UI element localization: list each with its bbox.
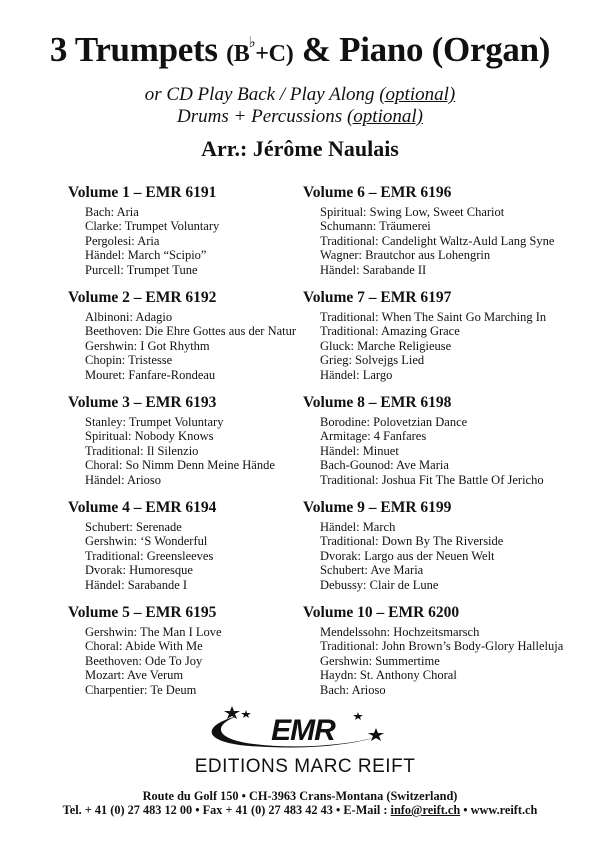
volume-track: Schubert: Serenade bbox=[85, 520, 182, 534]
volume-track: Borodine: Polovetzian Dance bbox=[320, 415, 468, 429]
footer-contact bbox=[0, 803, 600, 817]
volume-block bbox=[303, 604, 593, 709]
volume-track: Bach: Arioso bbox=[320, 682, 386, 697]
volume-track: Chopin: Tristesse bbox=[85, 353, 173, 368]
emr-logo bbox=[190, 702, 420, 782]
volume-track: Albinoni: Adagio bbox=[85, 310, 173, 324]
volume-track: Wagner: Brautchor aus Lohengrin bbox=[320, 248, 491, 263]
volume-track: Mouret: Fanfare-Rondeau bbox=[85, 367, 216, 382]
title-main: 3 Trumpets bbox=[49, 30, 218, 69]
volume-track: Händel: Largo bbox=[320, 367, 393, 382]
volume-track: Traditional: Down By The Riverside bbox=[320, 534, 504, 549]
volume-track: Haydn: St. Anthony Choral bbox=[320, 668, 457, 683]
volume-heading: Volume 4 – EMR 6194 bbox=[68, 499, 217, 516]
volume-track: Dvorak: Humoresque bbox=[85, 563, 193, 578]
volume-track: Traditional: John Brown’s Body-Glory Halleluja bbox=[320, 639, 564, 654]
volume-track: Clarke: Trumpet Voluntary bbox=[85, 219, 220, 234]
volume-track: Bach-Gounod: Ave Maria bbox=[320, 458, 449, 473]
volume-track: Traditional: Candelight Waltz-Auld Lang Syne bbox=[320, 233, 555, 248]
subtitle-cd-optional: (optional) bbox=[379, 84, 456, 105]
volume-track: Stanley: Trumpet Voluntary bbox=[85, 415, 224, 429]
volume-track: Händel: March “Scipio” bbox=[85, 248, 207, 263]
star-icon bbox=[241, 710, 251, 718]
volume-block bbox=[68, 604, 298, 709]
volume-track: Bach: Aria bbox=[85, 205, 139, 219]
volume-block bbox=[303, 499, 593, 604]
subtitle-drums-optional: (optional) bbox=[346, 106, 423, 127]
volume-track: Choral: Abide With Me bbox=[85, 639, 203, 654]
volume-track: Gershwin: Summertime bbox=[320, 653, 440, 668]
volume-block bbox=[303, 184, 593, 289]
volume-track: Choral: So Nimm Denn Meine Hände bbox=[85, 458, 275, 473]
title-key-c: +C) bbox=[255, 41, 294, 67]
volume-track: Händel: Sarabande I bbox=[85, 577, 188, 592]
volume-column-left bbox=[68, 184, 298, 709]
volume-track: Händel: Sarabande II bbox=[320, 262, 427, 277]
volume-heading: Volume 1 – EMR 6191 bbox=[68, 184, 217, 201]
volume-track: Händel: Minuet bbox=[320, 443, 399, 458]
volume-track: Gershwin: The Man I Love bbox=[85, 625, 222, 639]
volume-track: Spiritual: Swing Low, Sweet Chariot bbox=[320, 205, 505, 219]
volume-track: Traditional: Joshua Fit The Battle Of Jericho bbox=[320, 472, 544, 487]
volume-column-right bbox=[303, 184, 593, 709]
volume-block bbox=[68, 394, 298, 499]
logo-mark: EMR bbox=[271, 714, 335, 747]
footer-phone-fax: Tel. + 41 (0) 27 483 12 00 • Fax + 41 (0) 27 483 42 43 • E-Mail : bbox=[62, 803, 391, 817]
volume-track: Grieg: Solvejgs Lied bbox=[320, 353, 425, 368]
volume-track: Charpentier: Te Deum bbox=[85, 682, 197, 697]
page-title bbox=[0, 30, 600, 77]
volume-track: Armitage: 4 Fanfares bbox=[320, 429, 427, 444]
subtitle-drums bbox=[0, 106, 600, 128]
flat-symbol: ♭ bbox=[248, 35, 256, 51]
footer-email-link[interactable]: info@reift.ch bbox=[390, 803, 461, 817]
logo-publisher: EDITIONS MARC REIFT bbox=[194, 756, 416, 777]
volume-heading: Volume 3 – EMR 6193 bbox=[68, 394, 217, 411]
volume-block bbox=[303, 394, 593, 499]
title-instrument-key bbox=[226, 35, 294, 67]
star-icon bbox=[353, 712, 363, 720]
volume-track: Mozart: Ave Verum bbox=[85, 668, 184, 683]
volume-track: Purcell: Trumpet Tune bbox=[85, 262, 198, 277]
volume-block bbox=[68, 289, 298, 394]
star-icon bbox=[224, 706, 240, 719]
volume-block bbox=[68, 499, 298, 604]
volume-track: Gershwin: I Got Rhythm bbox=[85, 338, 210, 353]
title-rest: & Piano (Organ) bbox=[301, 30, 551, 69]
volume-heading: Volume 5 – EMR 6195 bbox=[68, 604, 217, 621]
volume-heading: Volume 7 – EMR 6197 bbox=[303, 289, 452, 306]
volume-heading: Volume 6 – EMR 6196 bbox=[303, 184, 452, 201]
volume-track: Debussy: Clair de Lune bbox=[320, 577, 439, 592]
footer-address: Route du Golf 150 • CH-3963 Crans-Montana (Switzerland) bbox=[142, 789, 458, 803]
volume-track: Dvorak: Largo aus der Neuen Welt bbox=[320, 548, 495, 563]
volume-block bbox=[68, 184, 298, 289]
volume-track: Spiritual: Nobody Knows bbox=[85, 429, 214, 444]
arranger: Arr.: Jérôme Naulais bbox=[201, 136, 399, 161]
footer-website: • www.reift.ch bbox=[460, 803, 538, 817]
volume-track: Traditional: Greensleeves bbox=[85, 548, 214, 563]
subtitle-cd bbox=[0, 84, 600, 106]
volume-track: Schubert: Ave Maria bbox=[320, 563, 424, 578]
volume-track: Traditional: When The Saint Go Marching In bbox=[320, 310, 547, 324]
volume-block bbox=[303, 289, 593, 394]
volume-track: Beethoven: Die Ehre Gottes aus der Natur bbox=[85, 324, 297, 339]
volume-track: Traditional: Amazing Grace bbox=[320, 324, 460, 339]
volume-track: Gershwin: ‘S Wonderful bbox=[85, 534, 208, 549]
volume-track: Traditional: Il Silenzio bbox=[85, 443, 199, 458]
volume-track: Schumann: Träumerei bbox=[320, 219, 431, 234]
volume-track: Händel: March bbox=[320, 520, 396, 534]
volume-track: Händel: Arioso bbox=[85, 472, 162, 487]
volume-heading: Volume 9 – EMR 6199 bbox=[303, 499, 452, 516]
subtitle-cd-text: or CD Play Back / Play Along bbox=[144, 84, 380, 105]
star-icon bbox=[368, 728, 384, 741]
volume-heading: Volume 10 – EMR 6200 bbox=[303, 604, 460, 621]
volume-heading: Volume 2 – EMR 6192 bbox=[68, 289, 217, 306]
volume-track: Mendelssohn: Hochzeitsmarsch bbox=[320, 625, 480, 639]
title-key-b: (B bbox=[226, 41, 250, 67]
volume-heading: Volume 8 – EMR 6198 bbox=[303, 394, 452, 411]
volume-track: Gluck: Marche Religieuse bbox=[320, 338, 452, 353]
subtitle-drums-text: Drums + Percussions bbox=[177, 106, 347, 127]
volume-track: Beethoven: Ode To Joy bbox=[85, 653, 203, 668]
volume-track: Pergolesi: Aria bbox=[85, 233, 160, 248]
